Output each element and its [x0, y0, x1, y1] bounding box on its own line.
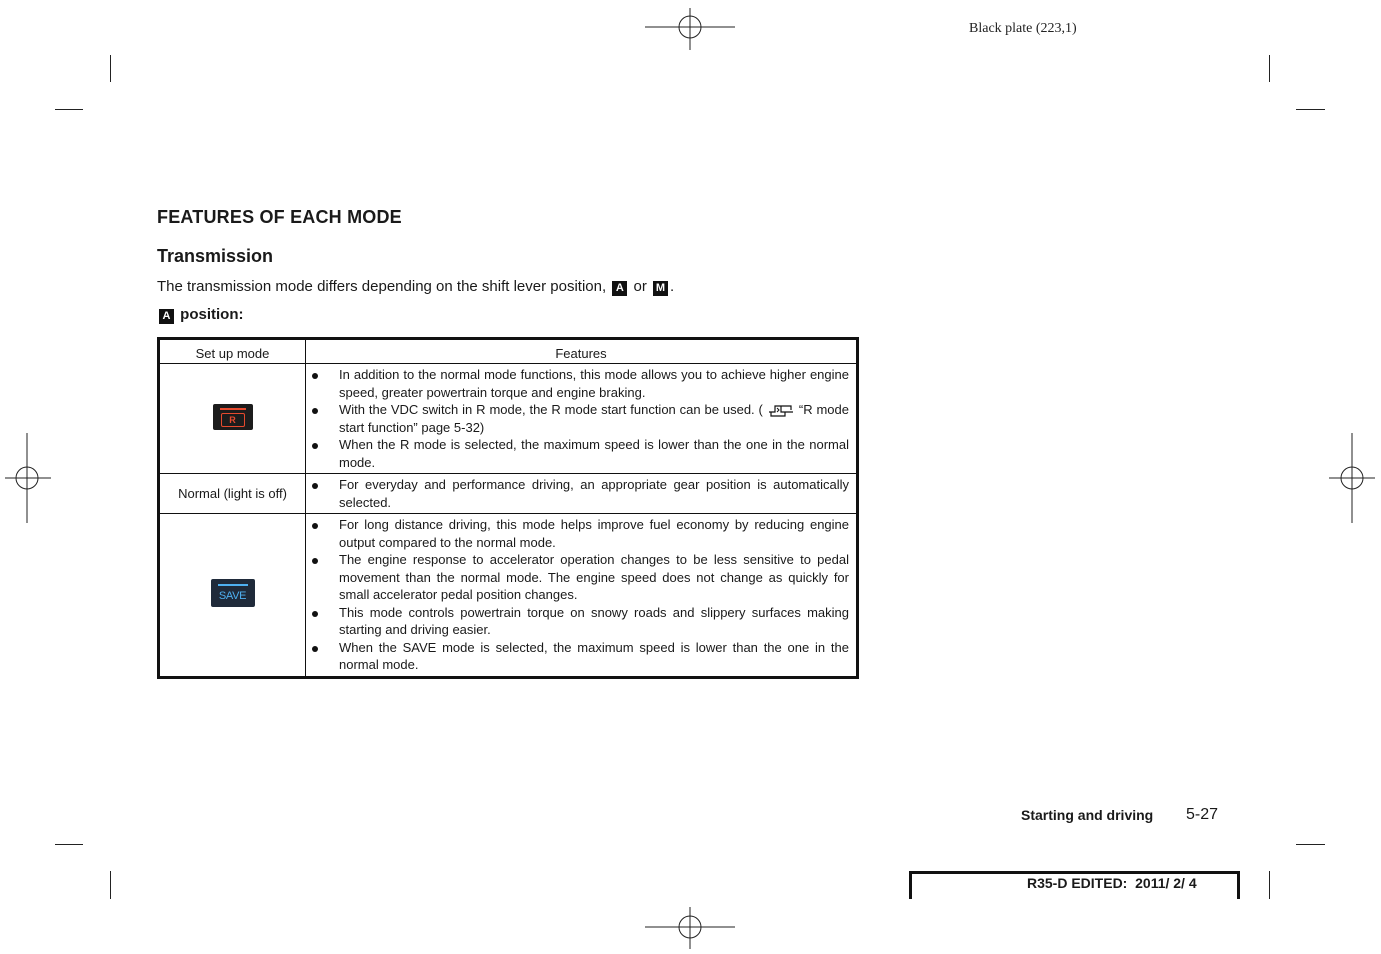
feature-item: When the SAVE mode is selected, the maximum speed is lower than the one in the normal mode.	[311, 639, 849, 674]
intro-period: .	[670, 278, 675, 295]
page-reference-icon	[767, 402, 795, 418]
subsection-title: Transmission	[157, 246, 274, 266]
plate-label: Black plate (223,1)	[969, 21, 1077, 36]
crop-mark	[1296, 109, 1325, 110]
crop-mark	[110, 871, 111, 899]
registration-mark-top	[645, 8, 735, 50]
feature-item: When the R mode is selected, the maximum speed is lower than the one in the normal mode.	[311, 436, 849, 471]
feature-item: In addition to the normal mode functions, this mode allows you to achieve higher engine speed, greater powertrain torque and engine braking.	[311, 366, 849, 401]
column-header-setup-mode: Set up mode	[159, 339, 306, 364]
intro-or: or	[633, 278, 647, 295]
intro-text: The transmission mode differs depending on the shift lever position,	[157, 278, 607, 295]
feature-item: This mode controls powertrain torque on snowy roads and slippery surfaces making starting and driving easier.	[311, 604, 849, 639]
feature-item: For everyday and performance driving, an appropriate gear position is automatically selected.	[311, 476, 849, 511]
table-row	[159, 514, 858, 678]
footer-section-name: Starting and driving	[1021, 807, 1154, 823]
crop-mark	[55, 844, 83, 845]
features-cell	[306, 474, 858, 514]
setup-mode-cell	[159, 364, 306, 474]
crop-mark	[1296, 844, 1325, 845]
edited-stamp: R35-D EDITED: 2011/ 2/ 4	[1027, 875, 1197, 891]
modes-table	[157, 337, 859, 679]
position-m-badge: M	[653, 281, 668, 296]
setup-mode-cell	[159, 514, 306, 678]
crop-mark	[1269, 871, 1270, 899]
table-header-row	[159, 339, 858, 364]
position-a-badge: A	[159, 309, 174, 324]
setup-mode-cell: Normal (light is off)	[159, 474, 306, 514]
feature-item: For long distance driving, this mode helps improve fuel economy by reducing engine output compared to the normal mode.	[311, 516, 849, 551]
footer-page-number: 5-27	[1186, 806, 1219, 823]
position-a-badge: A	[612, 281, 627, 296]
table-row	[159, 364, 858, 474]
crop-mark	[110, 55, 111, 82]
position-heading-label: position:	[180, 306, 244, 323]
section-title: FEATURES OF EACH MODE	[157, 207, 402, 227]
save-mode-indicator-icon: SAVE	[211, 579, 255, 607]
features-cell	[306, 514, 858, 678]
feature-item: With the VDC switch in R mode, the R mode start function can be used. ( “R mode start function” page 5-32)	[311, 401, 849, 436]
crop-mark	[55, 109, 83, 110]
feature-item: The engine response to accelerator operation changes to be less sensitive to pedal movement than the normal mode. The engine speed does not change as quickly for small accelerator pedal position changes.	[311, 551, 849, 604]
crop-mark	[1269, 55, 1270, 82]
intro-paragraph	[157, 278, 674, 296]
registration-mark-bottom	[645, 907, 735, 949]
r-mode-indicator-icon: R	[213, 404, 253, 430]
table-row	[159, 474, 858, 514]
features-cell	[306, 364, 858, 474]
position-heading	[159, 306, 244, 324]
registration-mark-left	[5, 433, 51, 523]
column-header-features: Features	[306, 339, 858, 364]
registration-mark-right	[1329, 433, 1375, 523]
